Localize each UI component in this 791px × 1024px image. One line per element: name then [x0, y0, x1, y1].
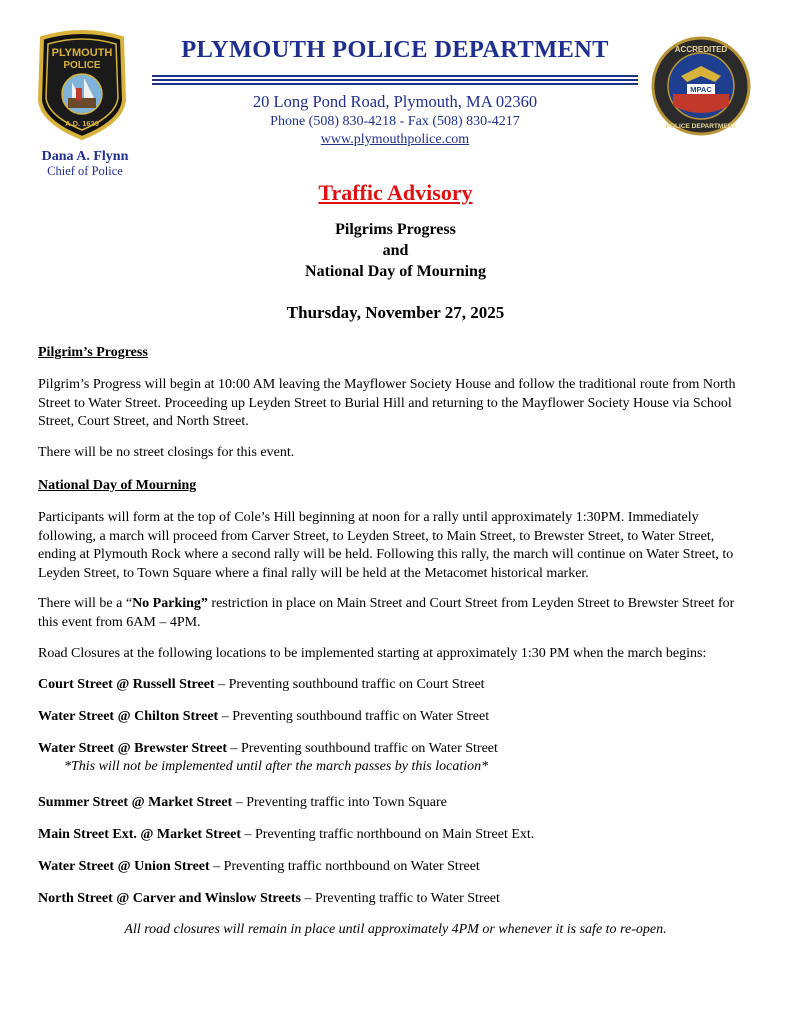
no-parking-paragraph — [38, 595, 753, 632]
event-title-1: Pilgrims Progress — [335, 221, 456, 238]
event-date: Thursday, November 27, 2025 — [286, 303, 505, 322]
department-phone-fax: Phone (508) 830-4218 - Fax (508) 830-4217 — [270, 114, 520, 129]
badge-mid-text: POLICE — [63, 60, 101, 71]
closure-detail: – Preventing traffic northbound on Water Street — [209, 859, 480, 874]
police-badge-icon — [32, 30, 132, 140]
department-website-link[interactable]: www.plymouthpolice.com — [320, 132, 470, 147]
department-name: PLYMOUTH POLICE DEPARTMENT — [181, 36, 609, 63]
seal-center-text: MPAC — [690, 85, 712, 94]
event-title-2: National Day of Mourning — [305, 263, 486, 280]
closure-detail: – Preventing southbound traffic on Water Street — [227, 741, 498, 756]
closure-location: Main Street Ext. @ Market Street — [38, 827, 241, 842]
closure-location: Water Street @ Chilton Street — [38, 709, 219, 724]
no-parking-pre: There will be a “ — [38, 596, 133, 611]
accreditation-seal-icon — [651, 36, 751, 136]
footer-note: All road closures will remain in place until approximately 4PM or whenever it is safe to re-open. — [124, 922, 667, 937]
chief-title: Chief of Police — [47, 164, 123, 178]
closure-detail: – Preventing traffic northbound on Main Street Ext. — [241, 827, 535, 842]
closure-location: Summer Street @ Market Street — [38, 795, 233, 810]
chief-name: Dana A. Flynn — [41, 149, 129, 164]
event-title-and: and — [382, 242, 409, 259]
brewster-note: *This will not be implemented until after the march passes by this location* — [64, 759, 489, 774]
closure-detail: – Preventing traffic into Town Square — [232, 795, 447, 810]
closure-detail: – Preventing southbound traffic on Court Street — [214, 677, 485, 692]
road-closures-intro: Road Closures at the following locations to be implemented starting at approximately 1:30 PM when the march begins: — [38, 646, 707, 661]
pilgrims-heading: Pilgrim’s Progress — [38, 345, 148, 360]
closure-location: Court Street @ Russell Street — [38, 677, 215, 692]
closure-item — [38, 891, 753, 907]
closure-item — [38, 827, 753, 843]
closure-item — [38, 795, 753, 811]
closure-location: North Street @ Carver and Winslow Streets — [38, 891, 301, 906]
closure-location: Water Street @ Union Street — [38, 859, 210, 874]
mourning-paragraph: Participants will form at the top of Cole’s Hill beginning at noon for a rally until approximately 1:30PM. Immediately following, a march will proceed from Carver Street, to Leyden Street, to Main Street, to Brewster Street, to Water Street, ending at Plymouth Rock where a second rally will be held. Following this rally, the march will continue on Water Street, to Leyden Street, to Town Square where a final rally will be held at the Metacomet historical marker. — [38, 510, 734, 581]
closure-item — [38, 859, 753, 875]
no-parking-bold: No Parking” — [132, 596, 208, 611]
badge-bottom-text: A.D. 1620 — [65, 119, 99, 128]
seal-bottom-text: POLICE DEPARTMENT — [665, 123, 737, 130]
header-rule — [152, 79, 638, 81]
no-parking-post: restriction in place on Main Street and Court Street from Leyden Street to Brewster Street for this event from 6AM – 4PM. — [38, 596, 735, 630]
closure-detail: – Preventing southbound traffic on Water Street — [218, 709, 490, 724]
advisory-title: Traffic Advisory — [318, 180, 473, 205]
badge-top-text: PLYMOUTH — [51, 47, 113, 59]
pilgrims-no-closings: There will be no street closings for this event. — [38, 445, 295, 460]
closure-item — [38, 741, 753, 757]
pilgrims-paragraph: Pilgrim’s Progress will begin at 10:00 AM leaving the Mayflower Society House and follow the traditional route from North Street to Water Street. Proceeding up Leyden Street to Burial Hill and returning to the Mayflower Society House via School Street, Court Street, and North Street. — [38, 377, 736, 429]
closure-location: Water Street @ Brewster Street — [38, 741, 227, 756]
closure-item — [38, 709, 753, 725]
header-rule — [152, 75, 638, 77]
closure-item — [38, 677, 753, 693]
seal-top-text: ACCREDITED — [674, 45, 728, 54]
closure-detail: – Preventing traffic to Water Street — [300, 891, 500, 906]
header-rule — [152, 83, 638, 85]
department-address: 20 Long Pond Road, Plymouth, MA 02360 — [252, 92, 538, 111]
mourning-heading: National Day of Mourning — [38, 478, 197, 493]
